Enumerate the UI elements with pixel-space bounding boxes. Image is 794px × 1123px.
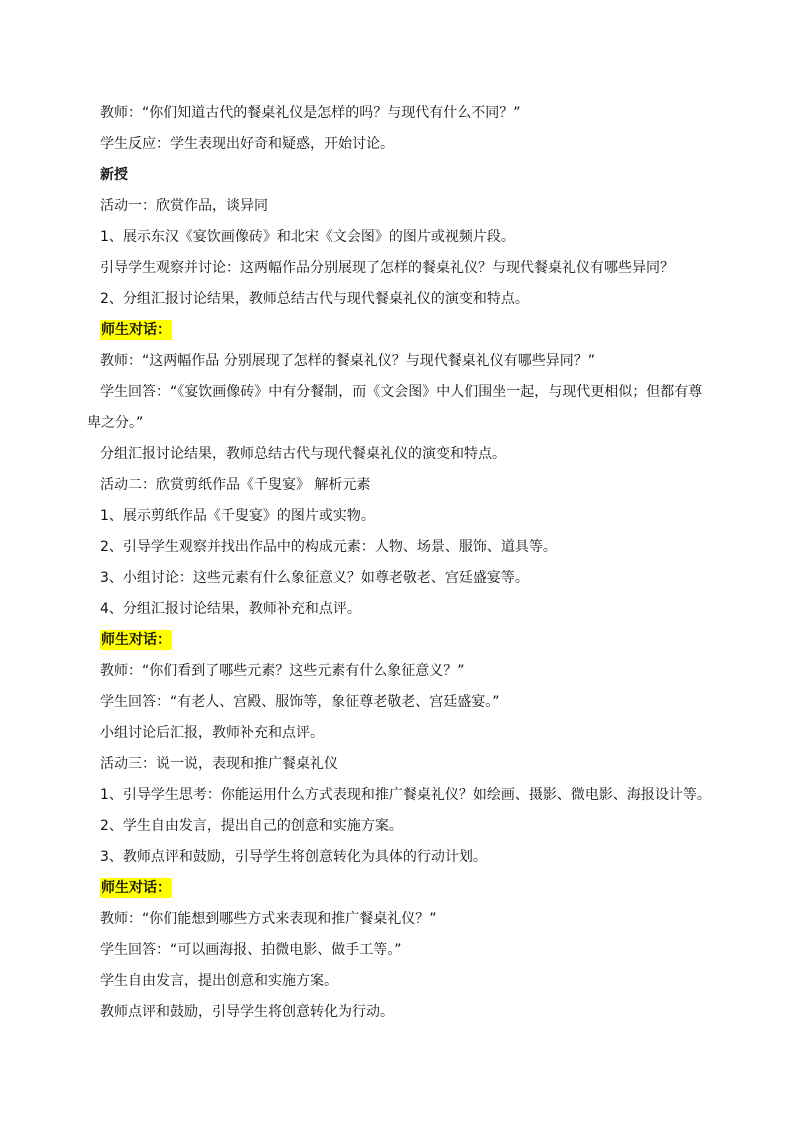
activity-title: 活动三：说一说，表现和推广餐桌礼仪 [100,756,338,772]
text-line: 学生回答：“《宴饮画像砖》中有分餐制，而《文会图》中人们围坐一起，与现代更相似；但都有尊 [100,384,703,400]
text-line: 教师点评和鼓励，引导学生将创意转化为行动。 [100,1004,394,1020]
text-line: 2、引导学生观察并找出作品中的构成元素：人物、场景、服饰、道具等。 [100,539,557,555]
activity-title: 活动二：欣赏剪纸作品《千叟宴》 解析元素 [100,477,371,493]
dialogue-label-line [100,873,730,904]
text-line: 教师：“这两幅作品 分别展现了怎样的餐桌礼仪？与现代餐桌礼仪有哪些异同？” [100,353,595,369]
text-line: 3、教师点评和鼓励，引导学生将创意转化为具体的行动计划。 [100,849,487,865]
dialogue-label-highlight: 师生对话： [101,322,171,338]
text-line: 2、学生自由发言，提出自己的创意和实施方案。 [100,818,403,834]
text-line: 学生自由发言，提出创意和实施方案。 [100,973,338,989]
text-line: 引导学生观察并讨论：这两幅作品分别展现了怎样的餐桌礼仪？与现代餐桌礼仪有哪些异同？ [100,260,674,276]
text-line: 1、引导学生思考：你能运用什么方式表现和推广餐桌礼仪？如绘画、摄影、微电影、海报设计等。 [100,787,711,803]
text-line: 教师：“你们能想到哪些方式来表现和推广餐桌礼仪？” [100,911,437,927]
dialogue-label-highlight: 师生对话： [101,632,171,648]
text-line: 教师：“你们知道古代的餐桌礼仪是怎样的吗？与现代有什么不同？” [100,105,521,121]
text-line: 3、小组讨论：这些元素有什么象征意义？如尊老敬老、宫廷盛宴等。 [100,570,529,586]
text-line: 小组讨论后汇报，教师补充和点评。 [100,725,324,741]
lesson-content [87,98,730,1028]
text-line: 1、展示东汉《宴饮画像砖》和北宋《文会图》的图片或视频片段。 [100,229,515,245]
activity-title: 活动一：欣赏作品，谈异同 [100,198,268,214]
dialogue-label-line [100,625,730,656]
text-line: 学生反应：学生表现出好奇和疑惑，开始讨论。 [100,136,394,152]
text-line: 1、展示剪纸作品《千叟宴》的图片或实物。 [100,508,375,524]
section-heading: 新授 [100,167,128,183]
dialogue-label-line [100,315,730,346]
text-line: 4、分组汇报讨论结果，教师补充和点评。 [100,601,361,617]
text-line: 学生回答：“有老人、宫殿、服饰等，象征尊老敬老、宫廷盛宴。” [100,694,500,710]
text-line: 学生回答：“可以画海报、拍微电影、做手工等。” [100,942,402,958]
dialogue-label-highlight: 师生对话： [101,880,171,896]
text-line: 教师：“你们看到了哪些元素？这些元素有什么象征意义？” [100,663,465,679]
text-line: 2、分组汇报讨论结果，教师总结古代与现代餐桌礼仪的演变和特点。 [100,291,529,307]
text-line: 分组汇报讨论结果，教师总结古代与现代餐桌礼仪的演变和特点。 [100,446,506,462]
text-line-continuation: 卑之分。” [87,415,144,431]
